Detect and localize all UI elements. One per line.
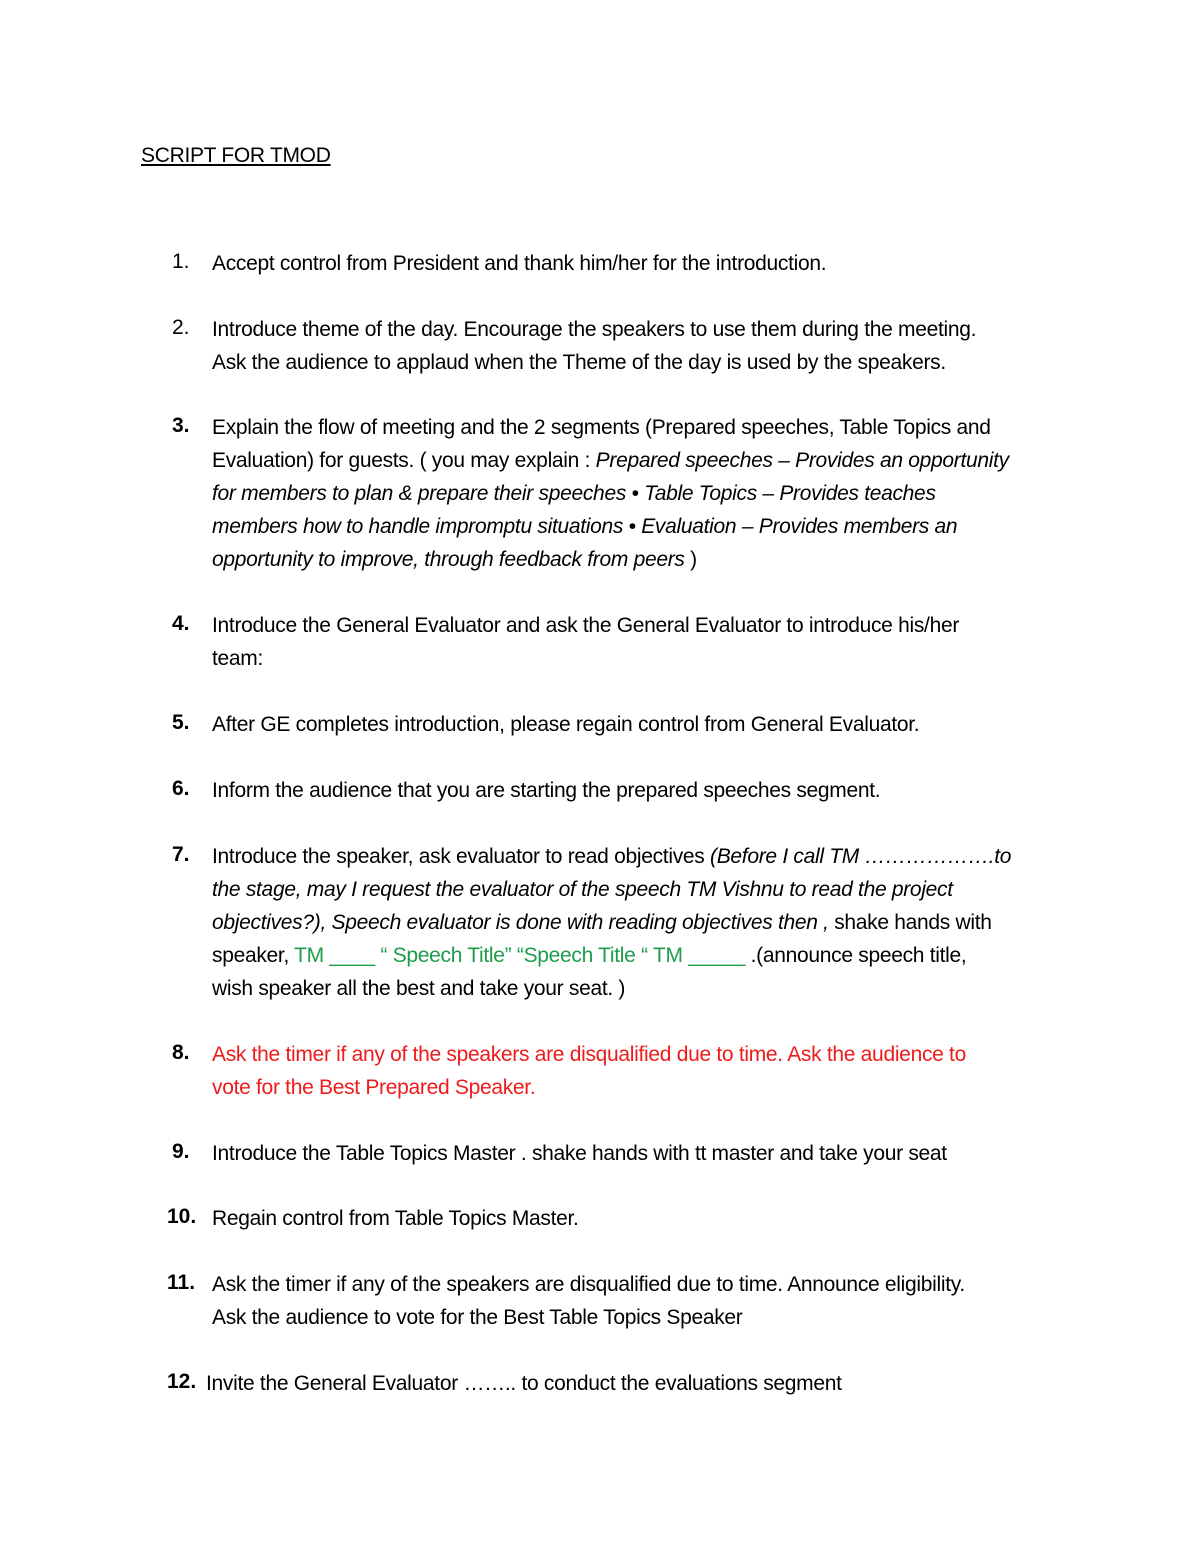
item-line: Invite the General Evaluator …….. to conduct the evaluations segment	[206, 1372, 842, 1395]
item-line: the stage, may I request the evaluator of the speech TM Vishnu to read the project	[212, 878, 953, 901]
item-line: Ask the audience to applaud when the Theme of the day is used by the speakers.	[212, 351, 946, 374]
item-line: Introduce the General Evaluator and ask the General Evaluator to introduce his/her	[212, 614, 960, 637]
item-text: speaker,	[212, 944, 295, 967]
item-number: 6.	[172, 777, 190, 800]
item-line: members how to handle impromptu situations • Evaluation – Provides members an	[212, 515, 958, 538]
item-line: for members to plan & prepare their speeches • Table Topics – Provides teaches	[212, 482, 936, 505]
item-line: Ask the timer if any of the speakers are disqualified due to time. Announce eligibility.	[212, 1273, 965, 1296]
item-number: 2.	[172, 316, 190, 339]
item-line: Explain the flow of meeting and the 2 segments (Prepared speeches, Table Topics and	[212, 416, 991, 439]
item-number: 12.	[167, 1370, 197, 1393]
item-number: 9.	[172, 1140, 190, 1163]
item-line: vote for the Best Prepared Speaker.	[212, 1076, 536, 1099]
item-line: Ask the audience to vote for the Best Table Topics Speaker	[212, 1306, 743, 1329]
item-line	[212, 840, 1062, 873]
item-line: team:	[212, 647, 264, 670]
item-text-italic: opportunity to improve, through feedback from peers	[212, 548, 691, 571]
item-number: 3.	[172, 414, 190, 437]
item-text-green: TM ____ “ Speech Title” “Speech Title “ TM _____	[294, 944, 746, 967]
item-line: Ask the timer if any of the speakers are disqualified due to time. Ask the audience to	[212, 1043, 966, 1066]
item-text: shake hands with	[828, 911, 992, 934]
item-line	[212, 444, 1062, 477]
item-number: 11.	[167, 1271, 196, 1294]
item-line: wish speaker all the best and take your seat. )	[212, 977, 626, 1000]
item-text: Evaluation) for guests. ( you may explain :	[212, 449, 596, 472]
item-text: .(announce speech title,	[745, 944, 967, 967]
item-number: 10.	[167, 1205, 197, 1228]
item-line: Inform the audience that you are starting the prepared speeches segment.	[212, 779, 881, 802]
item-text-italic: (Before I call TM ……………….to	[710, 845, 1012, 868]
item-number: 8.	[172, 1041, 190, 1064]
item-text: Introduce the speaker, ask evaluator to read objectives	[212, 845, 711, 868]
item-number: 1.	[172, 250, 190, 273]
item-line	[212, 906, 1062, 939]
item-number: 4.	[172, 612, 190, 635]
item-text: )	[690, 548, 697, 571]
item-line: Introduce the Table Topics Master . shake hands with tt master and take your seat	[212, 1142, 947, 1165]
page-title: SCRIPT FOR TMOD	[141, 144, 331, 167]
item-line: Introduce theme of the day. Encourage the speakers to use them during the meeting.	[212, 318, 977, 341]
item-text-italic: objectives?), Speech evaluator is done with reading objectives then ,	[212, 911, 829, 934]
item-number: 5.	[172, 711, 190, 734]
item-number: 7.	[172, 843, 190, 866]
item-line	[212, 939, 1062, 972]
item-line: Accept control from President and thank him/her for the introduction.	[212, 252, 827, 275]
item-line	[212, 543, 1062, 576]
item-line: Regain control from Table Topics Master.	[212, 1207, 579, 1230]
item-line: After GE completes introduction, please regain control from General Evaluator.	[212, 713, 920, 736]
item-text-italic: Prepared speeches – Provides an opportunity	[595, 449, 1009, 472]
